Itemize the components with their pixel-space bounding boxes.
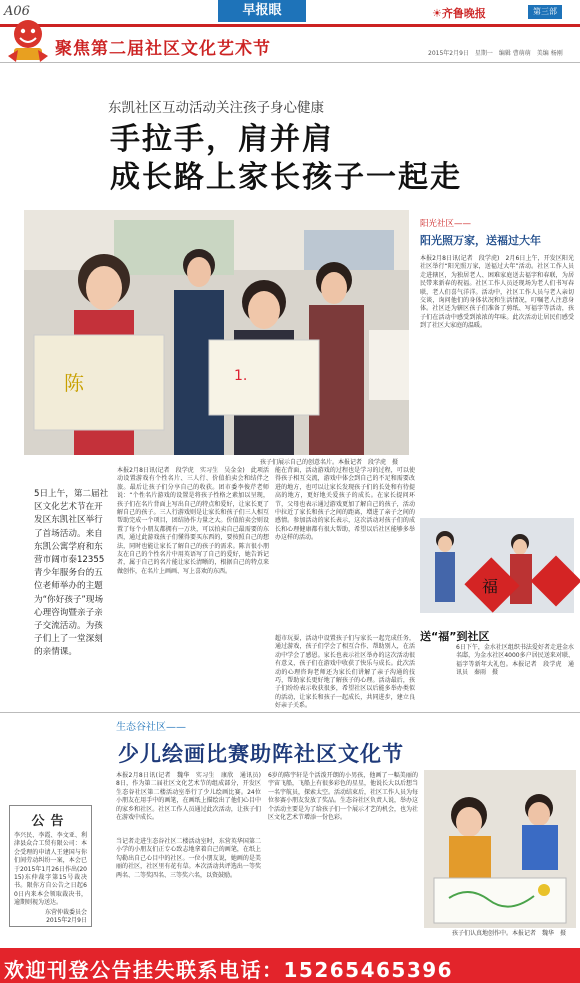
header-rule [0, 24, 580, 27]
svg-text:福: 福 [482, 577, 499, 596]
children-drawing-photo [424, 770, 576, 928]
story-headline-line1: 手拉手，肩并肩 [110, 122, 334, 157]
page-number: A06 [4, 4, 30, 19]
department-badge: 第三部 [528, 5, 562, 19]
story-lede: 5日上午，第二届社区文化艺术节在开发区东凯社区举行了首场活动。来自东凯公寓学府和东营市阔市泰12355青少年服务台的五位老师举办的主题为“你好孩子”现场心理咨询暨亲子亲子交流活动。为孩子们上了一堂深刻的亲情课。 [34, 489, 109, 658]
second-story-label: 生态谷社区—— [116, 722, 186, 733]
side-story-headline: 阳光照万家，送福过大年 [420, 234, 541, 247]
story-headline-line2: 成长路上家长孩子一起走 [110, 160, 462, 195]
second-story-body-col3: 6岁的陈宇轩是个活泼开朗的小男孩，他画了一幅美丽的宇宙飞船，飞船上有很多彩色的星星，他说长大以后想当一名宇航员，探索太空。活动结束后，社区工作人员为每位参赛小朋友发放了奖品。生态谷社区负责人说，举办这个活动主要是为了给孩子们一个展示才艺的机会，也为社区文化艺术节增添一份色彩。 [268, 772, 419, 822]
footer-ad-banner [0, 948, 580, 983]
side-photo-caption: 6日下午，金水社区组织书法爱好者走进金水名邸，为金水社区4000多户居民送来对联、福字等新年大礼包。本报记者 段学虎 通讯员 秦雨 摄 [456, 644, 574, 677]
story-body-col2: 能在背面，活动游戏的过程也是学习的过程，可以使得孩子相互交流，游戏中体会到自己的不足和需要改进的地方，也可以让家长发现孩子们的长处和有待提高的地方，更好地关爱孩子的成长。在家长提问环节，父母也表示通过游戏更加了解自己的孩子，活动中拉近了家长和孩子之间的距离，增进了亲子之间的感情。参加活动的家长表示，这次活动对孩子们的成长和心理健康都有很大帮助，希望以后社区能够多举办这样的活动。 [275, 467, 415, 542]
children-holding-cards-photo [24, 210, 409, 455]
svg-text:陈: 陈 [64, 371, 84, 395]
second-story-body-col1: 本报2月8日讯(记者 魏华 实习生 康欣 通讯员) 8日，作为第二届社区文化艺术节的组成部分，开发区生态谷社区第二楼活动室举行了少儿绘画比赛。24位小朋友在用手中的画笔，在画纸上描绘出了他们心目中的家乡和社区。社区工作人员通过此次活动，让孩子们在游戏中成长。 [116, 772, 268, 822]
festival-mascot-icon [6, 16, 50, 64]
divider [0, 712, 580, 713]
story-body-col3: 超市玩耍，活动中设置孩子们与家长一起完成任务，通过游戏，孩子们学会了相互合作、帮助别人，在活动中学会了感恩。家长也表示社区举办的这次活动很有意义，孩子们在游戏中收获了快乐与成长。此次活动的心理咨询老师还为家长们讲解了亲子沟通的技巧，帮助家长更好地了解孩子的心理。活动最后，孩子们纷纷表示收获很多，希望社区以后能多举办类似的活动，让家长和孩子一起成长，共同进步，建立良好亲子关系。 [275, 635, 415, 710]
section-tab: 早报眼 [218, 0, 306, 22]
second-story-headline: 少儿绘画比赛助阵社区文化节 [118, 742, 404, 766]
side-story-body: 本报2月8日讯(记者 段学虎) 2月6日上午，开发区阳光社区举行“阳光照万家，送福过大年”活动。社区工作人员走进辖区，为独居老人、困难家庭送去福字和春联，为居民带来新春的祝福。社区工作人员还现场为老人们书写春联，老人们喜气洋洋。活动中，社区工作人员与老人亲切交谈，询问他们的身体状况和生活情况，叮嘱老人注意身体。社区还为辖区孩子们准备了剪纸、写福字等活动，孩子们在活动中感受到浓浓的年味。此次活动让居民们感受到了社区大家庭的温暖。 [420, 255, 574, 330]
sun-icon: ☀ [432, 7, 442, 20]
divider [0, 62, 580, 63]
side-photo-title: 送“福”到社区 [420, 630, 490, 643]
fu-calligraphy-photo [420, 518, 574, 613]
svg-text:1.: 1. [234, 368, 248, 384]
dateline: 2015年2月9日 星期一 编辑 曹萌萌 美编 杨刚 [428, 50, 563, 57]
notice-title: 公告 [31, 814, 70, 829]
footer-ad-text: 欢迎刊登公告挂失联系电话：15265465396 [4, 958, 454, 982]
second-story-body-col2: 当记者走进生态谷社区二楼活动室时，东营英华国第二小学的小朋友们正专心致志地拿着自己的画笔，在纸上勾勒出自己心目中的社区。一位小朋友说，她画的是美丽的社区，社区里有花有草。本次活动共评选出一等奖两名、二等奖四名、三等奖六名，以资鼓励。 [116, 838, 261, 879]
notice-signature: 东营仲裁委员会 2015年2月9日 [44, 909, 87, 925]
second-photo-caption: 孩子们认真地创作中。本报记者 魏华 摄 [452, 930, 567, 937]
festival-banner: 聚焦第二届社区文化艺术节 [55, 39, 271, 59]
brand-logo: ☀齐鲁晚报 [432, 7, 486, 20]
story-kicker: 东凯社区互动活动关注孩子身心健康 [108, 100, 324, 116]
notice-body: 李兴民、李霞、李文亚、利津县众合工贸有限公司：本会受理的申请人王建国与你们间劳动纠纷一案，本会已于2015年1月26日作出(2015)东仲裁字第15号裁决书。限你方自公告之日起60日内来本会领取裁决书，逾期则视为送达。 [14, 832, 87, 907]
main-photo-caption: 孩子们展示自己的创意名片。本报记者 段学虎 摄 [260, 459, 399, 466]
side-story-label: 阳光社区—— [420, 219, 472, 229]
public-notice [9, 805, 92, 927]
story-body-col1: 本报2月8日讯(记者 段学虎 实习生 吴金金) 此项活动设置游戏有个性名片、三人行、价值拍卖会和结伴之旅。最后让孩子们分享自己的收获。团市委李俊芹老师说：“个性名片游戏的设置是将孩子性格之素加以呈现，孩子们在名片背面上写出自己的特点和爱好，让家长更了解自己的孩子。三人行游戏则是让家长和孩子们三人相互帮助完成一个项目，团结协作力量之大。价值拍卖会则设置了每个小朋友都拥有一万块，可以拍卖自己最需要的东西，通过此游戏孩子们懂得要买东西的，要按照自己的想法，同时也能让家长了解自己的孩子的需求。陈言很小朋友在自己的个性名片中用英语写了自己的爱好，她告诉记者，属于自己的名片能让家长清晰的，根据自己的特点来做创作，在名片上画画、写上喜欢的东西。 [117, 467, 269, 575]
